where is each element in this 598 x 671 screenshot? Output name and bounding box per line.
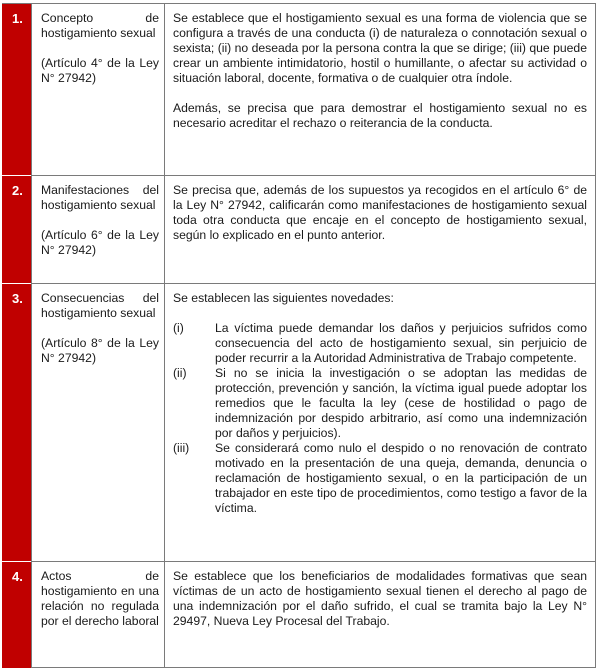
novelties-list bbox=[173, 321, 587, 516]
row-number: 4. bbox=[12, 569, 23, 584]
concept-cell bbox=[31, 284, 165, 561]
item-text: Se considerará como nulo el despido o no renovación de contrato motivado en la presentación de una queja, demanda, denuncia o reclamación de hostigamiento sexual, o en la participación de un trabajador en este tipo de procedimientos, como testigo a favor de la víctima. bbox=[215, 441, 587, 515]
concept-title: Consecuencias del hostigamiento sexual bbox=[41, 291, 159, 320]
concept-article: (Artículo 4° de la Ley N° 27942) bbox=[41, 56, 159, 85]
item-text: La víctima puede demandar los daños y perjuicios sufridos como consecuencia del acto de hostigamiento sexual, sin perjuicio de poder recurrir a la Autoridad Administrativa de Trabajo competente. bbox=[215, 321, 587, 365]
row-number-cell bbox=[2, 4, 31, 175]
item-numeral: (ii) bbox=[173, 366, 187, 380]
description-paragraph: Además, se precisa que para demostrar el hostigamiento sexual no es necesario acreditar el rechazo o reiterancia de la conducta. bbox=[173, 101, 587, 130]
row-number-cell bbox=[2, 176, 31, 283]
list-item bbox=[173, 441, 587, 516]
table-row-2 bbox=[2, 176, 596, 283]
description-cell bbox=[165, 284, 596, 561]
row-number: 3. bbox=[12, 291, 23, 306]
description-cell bbox=[165, 4, 596, 175]
item-text: Si no se inicia la investigación o se adoptan las medidas de protección, prevención y sanción, la víctima igual puede adoptar los remedios que le faculta la ley (cese de hostilidad o pago de indemnización por despido arbitrario, así como una indemnización por daños y perjuicios). bbox=[215, 366, 587, 440]
concept-cell bbox=[31, 176, 165, 283]
description-intro: Se establecen las siguientes novedades: bbox=[173, 291, 394, 305]
description-cell bbox=[165, 562, 596, 668]
concept-title: Manifestaciones del hostigamiento sexual bbox=[41, 183, 159, 212]
item-numeral: (i) bbox=[173, 321, 184, 335]
description-paragraph: Se establece que el hostigamiento sexual es una forma de violencia que se configura a través de una conducta (i) de naturaleza o connotación sexual o sexista; (ii) no deseada por la persona contra la que se dirige; (iii) que puede crear un ambiente intimidatorio, hostil o humillante, o afectar su actividad o situación laboral, docente, formativa o de cualquier otra índole. bbox=[173, 11, 587, 85]
concept-article: (Artículo 8° de la Ley N° 27942) bbox=[41, 336, 159, 365]
table-row-3 bbox=[2, 284, 596, 561]
row-number-cell bbox=[2, 562, 31, 668]
list-item bbox=[173, 321, 587, 366]
summary-table bbox=[2, 3, 596, 668]
concept-article: (Artículo 6° de la Ley N° 27942) bbox=[41, 228, 159, 257]
row-number-cell bbox=[2, 284, 31, 561]
table-row-4 bbox=[2, 562, 596, 668]
description-cell bbox=[165, 176, 596, 283]
concept-title: Concepto de hostigamiento sexual bbox=[41, 11, 159, 40]
concept-cell bbox=[31, 4, 165, 175]
list-item bbox=[173, 366, 587, 441]
concept-cell bbox=[31, 562, 165, 668]
table-row-1 bbox=[2, 4, 596, 175]
concept-title: Actos de hostigamiento en una relación no regulada por el derecho laboral bbox=[41, 569, 159, 628]
row-number: 1. bbox=[12, 11, 23, 26]
description-paragraph: Se establece que los beneficiarios de modalidades formativas que sean víctimas de un acto de hostigamiento sexual tienen el derecho al pago de una indemnización por el daño sufrido, el cual se tramita bajo la Ley N° 29497, Nueva Ley Procesal del Trabajo. bbox=[173, 569, 587, 628]
description-paragraph: Se precisa que, además de los supuestos ya recogidos en el artículo 6° de la Ley N° 27942, calificarán como manifestaciones de hostigamiento sexual toda otra conducta que encaje en el concepto de hostigamiento sexual, según lo explicado en el punto anterior. bbox=[173, 183, 587, 242]
item-numeral: (iii) bbox=[173, 441, 190, 455]
row-number: 2. bbox=[12, 183, 23, 198]
